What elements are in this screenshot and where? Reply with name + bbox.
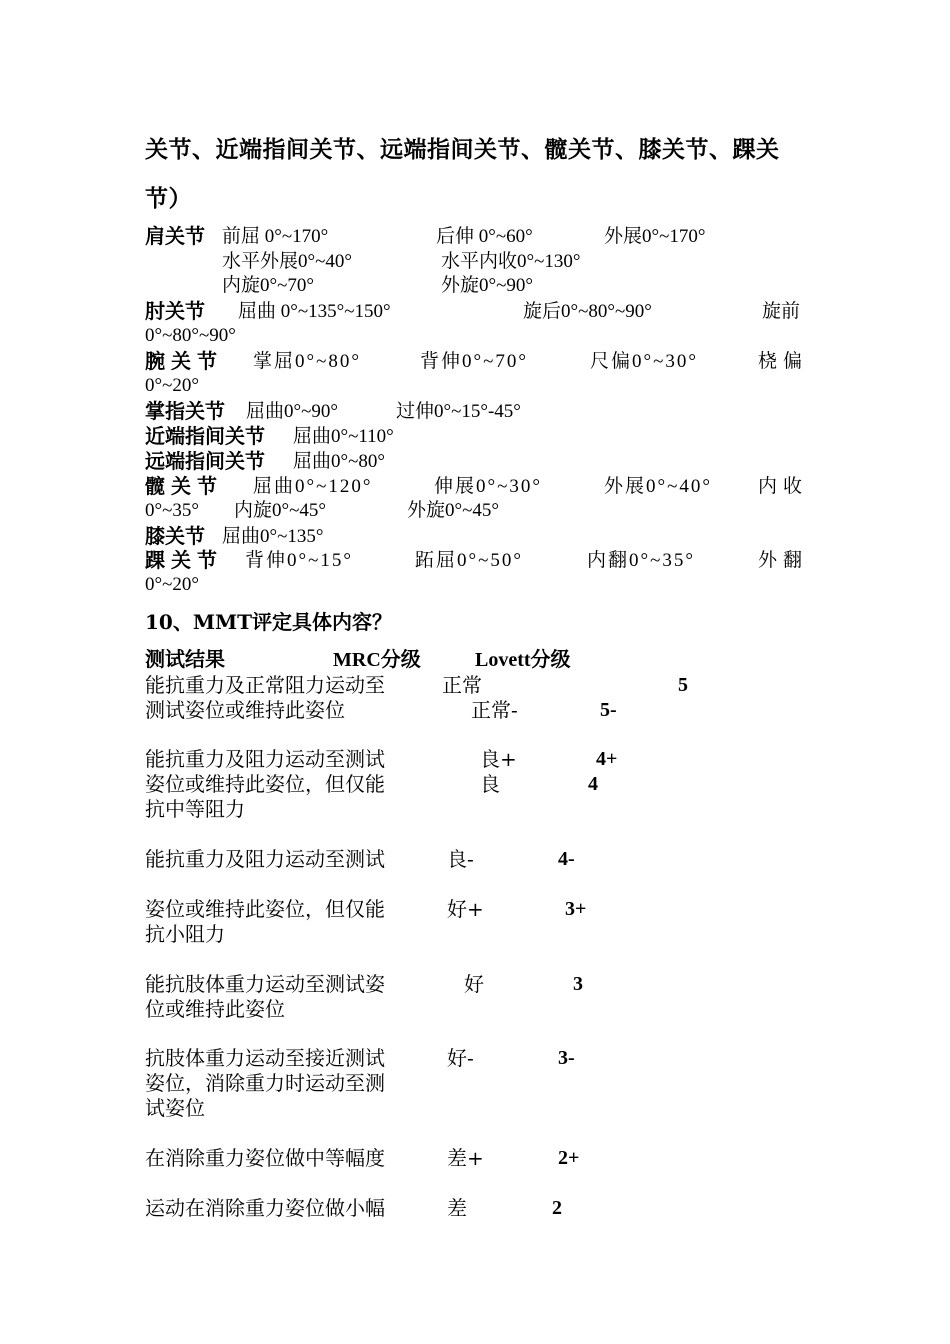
mmt-row-lovett: 4+ (596, 748, 618, 770)
mmt-row-desc: 抗中等阻力 (145, 797, 245, 821)
shoulder-external-rotation: 外旋0°~90° (441, 275, 533, 296)
mmt-row-lovett: 5 (678, 674, 688, 696)
mmt-row-desc: 在消除重力姿位做中等幅度 (145, 1146, 385, 1170)
shoulder-horizontal-adduction: 水平内收0°~130° (441, 251, 581, 272)
mmt-row-lovett: 2 (552, 1197, 562, 1219)
mmt-row-desc: 能抗重力及正常阻力运动至 (145, 673, 385, 697)
intro-line-1: 关节、近端指间关节、远端指间关节、髋关节、膝关节、踝关 (145, 136, 780, 163)
elbow-joint-label: 肘关节 (145, 299, 205, 323)
mmt-row-desc: 能抗重力及阻力运动至测试 (145, 847, 385, 871)
shoulder-internal-rotation: 内旋0°~70° (222, 275, 314, 296)
mcp-hyperextension: 过伸0°~15°-45° (396, 401, 521, 422)
mmt-row-mrc: 差 (447, 1196, 467, 1220)
wrist-ulnar-deviation: 尺偏0°~30° (590, 351, 698, 372)
pip-joint-label: 近端指间关节 (145, 424, 265, 448)
mmt-question: 10、MMT评定具体内容？ (145, 610, 392, 634)
ankle-eversion-value: 0°~20° (145, 574, 199, 595)
mmt-row-desc: 抗小阻力 (145, 922, 225, 946)
mcp-joint-label: 掌指关节 (145, 399, 225, 423)
ankle-dorsiflexion: 背伸0°~15° (245, 550, 353, 571)
wrist-flexion: 掌屈0°~80° (253, 351, 361, 372)
shoulder-joint-label: 肩关节 (145, 224, 205, 248)
hip-adduction-label: 内收 (758, 476, 809, 497)
mmt-row-desc: 姿位或维持此姿位，但仅能 (145, 897, 385, 921)
mmt-row-desc: 姿位，消除重力时运动至测 (145, 1071, 385, 1095)
wrist-extension: 背伸0°~70° (420, 351, 528, 372)
mmt-row-desc: 能抗重力及阻力运动至测试 (145, 747, 385, 771)
mmt-row-mrc: 好+ (447, 897, 484, 921)
dip-flexion: 屈曲0°~80° (293, 451, 385, 472)
mmt-row-lovett: 3+ (565, 898, 587, 920)
pip-flexion: 屈曲0°~110° (293, 426, 394, 447)
hip-flexion: 屈曲0°~120° (253, 476, 373, 497)
knee-joint-label: 膝关节 (145, 524, 205, 548)
wrist-radial-label: 桡偏 (758, 351, 809, 372)
header-lovett-grade: Lovett分级 (475, 649, 571, 671)
ankle-plantarflexion: 跖屈0°~50° (415, 550, 523, 571)
mmt-row-mrc: 好- (447, 1046, 474, 1070)
hip-adduction-value: 0°~35° (145, 500, 199, 521)
elbow-supination: 旋后0°~80°~90° (523, 301, 652, 322)
hip-joint-label: 髋关节 (145, 474, 223, 498)
mmt-row-desc: 试姿位 (145, 1096, 205, 1120)
hip-extension: 伸展0°~30° (434, 476, 542, 497)
mmt-row-lovett: 4 (588, 773, 598, 795)
shoulder-abduction: 外展0°~170° (604, 226, 706, 247)
mmt-row-lovett: 3 (573, 973, 583, 995)
intro-line-2: 节） (145, 185, 192, 212)
ankle-inversion: 内翻0°~35° (587, 550, 695, 571)
shoulder-extension: 后伸 0°~60° (436, 226, 533, 247)
elbow-pronation-value: 0°~80°~90° (145, 325, 236, 346)
mmt-row-mrc: 良- (447, 847, 474, 871)
header-mrc-grade: MRC分级 (333, 649, 421, 671)
dip-joint-label: 远端指间关节 (145, 449, 265, 473)
elbow-pronation-label: 旋前 (762, 301, 801, 322)
mmt-row-mrc: 良 (480, 772, 500, 796)
mmt-row-lovett: 3- (558, 1047, 575, 1069)
mmt-row-lovett: 2+ (558, 1147, 580, 1169)
elbow-flexion: 屈曲 0°~135°~150° (238, 301, 391, 322)
mmt-row-mrc: 好 (464, 972, 484, 996)
ankle-eversion-label: 外翻 (758, 550, 809, 571)
header-test-result: 测试结果 (145, 649, 225, 671)
mmt-row-desc: 能抗肢体重力运动至测试姿 (145, 972, 385, 996)
mmt-row-mrc: 差+ (447, 1146, 484, 1170)
mmt-row-desc: 位或维持此姿位 (145, 997, 285, 1021)
mmt-row-desc: 运动在消除重力姿位做小幅 (145, 1196, 385, 1220)
wrist-joint-label: 腕关节 (145, 349, 223, 373)
mmt-row-desc: 抗肢体重力运动至接近测试 (145, 1046, 385, 1070)
hip-external-rotation: 外旋0°~45° (407, 500, 499, 521)
shoulder-horizontal-abduction: 水平外展0°~40° (222, 251, 352, 272)
mmt-row-lovett: 5- (600, 699, 617, 721)
mmt-row-mrc: 良+ (480, 747, 517, 771)
mmt-row-lovett: 4- (558, 848, 575, 870)
mmt-row-desc: 姿位或维持此姿位，但仅能 (145, 772, 385, 796)
mmt-row-mrc: 正常 (442, 673, 482, 697)
ankle-joint-label: 踝关节 (145, 548, 223, 572)
mmt-row-desc: 测试姿位或维持此姿位 (145, 698, 345, 722)
knee-flexion: 屈曲0°~135° (222, 526, 324, 547)
shoulder-flexion: 前屈 0°~170° (222, 226, 329, 247)
mcp-flexion: 屈曲0°~90° (246, 401, 338, 422)
hip-abduction: 外展0°~40° (604, 476, 712, 497)
mmt-row-mrc: 正常- (471, 698, 518, 722)
wrist-radial-value: 0°~20° (145, 375, 199, 396)
hip-internal-rotation: 内旋0°~45° (234, 500, 326, 521)
